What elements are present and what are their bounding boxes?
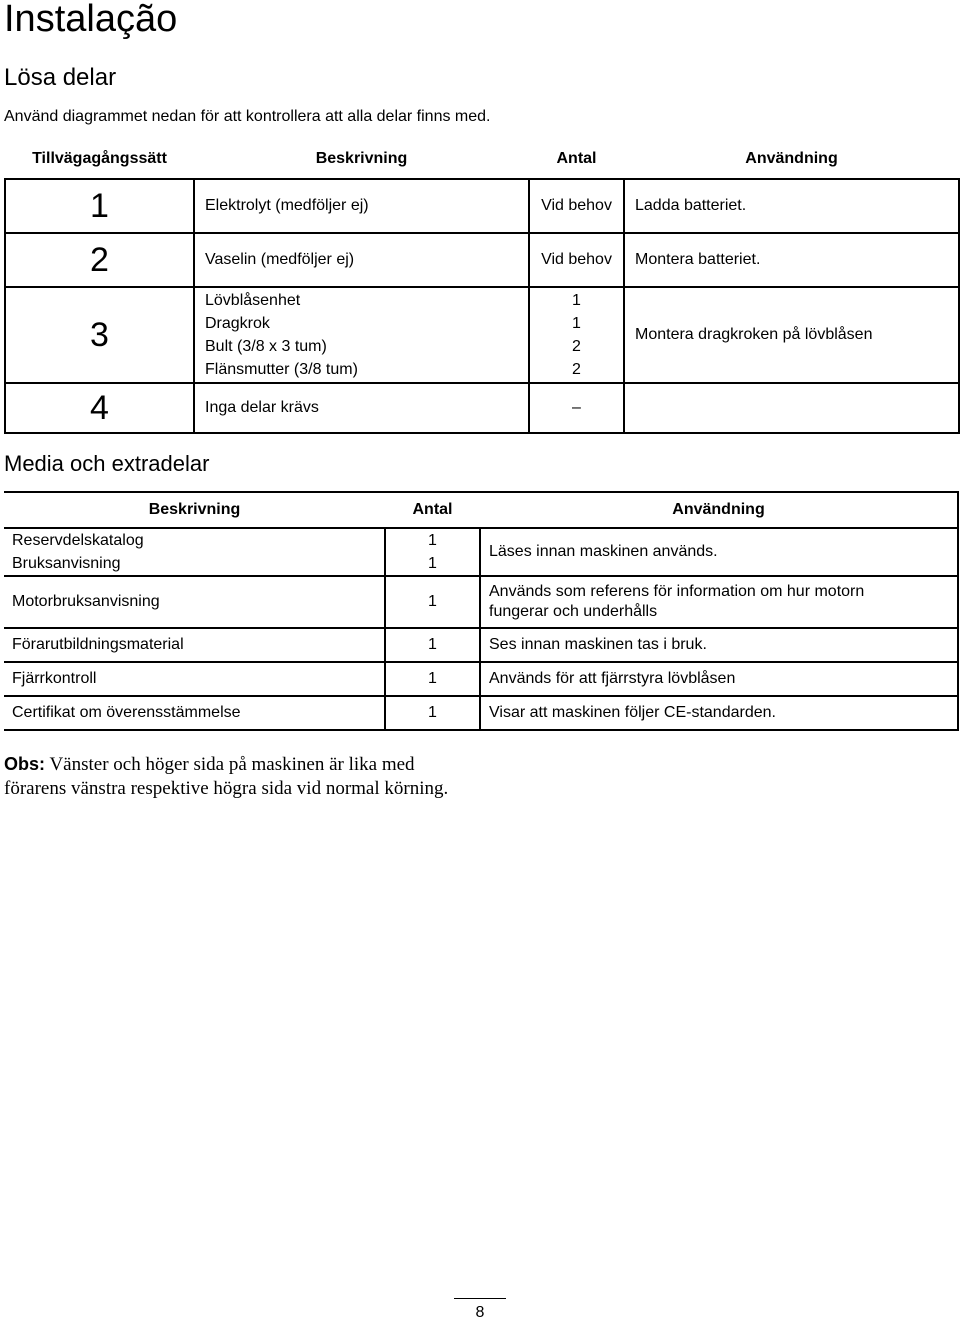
media-table (4, 491, 959, 731)
step-number: 1 (5, 179, 194, 233)
table-row (4, 628, 958, 662)
table-row (4, 662, 958, 696)
usage-cell: Montera dragkroken på lövblåsen (624, 287, 959, 383)
description-cell: Vaselin (medföljer ej) (194, 233, 529, 287)
usage-cell: Ses innan maskinen tas i bruk. (480, 628, 958, 662)
media-heading: Media och extradelar (4, 451, 210, 476)
quantity-cell (385, 528, 480, 576)
quantity-cell: 1 (385, 696, 480, 730)
usage-cell: Används som referens för information om hur motorn fungerar och underhålls (480, 576, 958, 628)
part-name: Bult (3/8 x 3 tum) (205, 338, 327, 355)
table-header-row (4, 492, 958, 528)
part-name: Dragkrok (205, 315, 270, 332)
item-quantity: 1 (428, 532, 437, 549)
page-number-rule (454, 1298, 506, 1299)
table-row (4, 528, 958, 576)
note (4, 752, 464, 801)
usage-cell: Läses innan maskinen används. (480, 528, 958, 576)
part-name: Flänsmutter (3/8 tum) (205, 361, 358, 378)
column-header: Antal (385, 492, 480, 528)
page-title: Instalação (4, 0, 178, 40)
part-name: Lövblåsenhet (205, 292, 301, 309)
description-cell: Motorbruksanvisning (4, 576, 385, 628)
table-row (5, 383, 959, 433)
description-cell (4, 528, 385, 576)
step-number: 4 (5, 383, 194, 433)
column-header: Användning (624, 140, 959, 179)
table-row (5, 233, 959, 287)
description-cell: Certifikat om överensstämmelse (4, 696, 385, 730)
description-cell: Inga delar krävs (194, 383, 529, 433)
item-quantity: 1 (428, 555, 437, 572)
table-header-row (5, 140, 959, 179)
part-quantity: 2 (572, 361, 581, 378)
column-header: Tillvägagångssätt (5, 140, 194, 179)
page-number: 8 (475, 1304, 485, 1321)
description-cell: Fjärrkontroll (4, 662, 385, 696)
column-header: Beskrivning (194, 140, 529, 179)
part-quantity: 1 (572, 315, 581, 332)
part-quantity: 1 (572, 292, 581, 309)
description-cell: Elektrolyt (medföljer ej) (194, 179, 529, 233)
usage-cell: Ladda batteriet. (624, 179, 959, 233)
quantity-cell: 1 (385, 628, 480, 662)
table-row (5, 179, 959, 233)
loose-parts-heading: Lösa delar (4, 64, 117, 91)
step-number: 2 (5, 233, 194, 287)
description-cell (194, 287, 529, 383)
quantity-cell: 1 (385, 662, 480, 696)
quantity-cell: Vid behov (529, 233, 624, 287)
step-number: 3 (5, 287, 194, 383)
column-header: Beskrivning (4, 492, 385, 528)
quantity-cell (529, 287, 624, 383)
note-label: Obs: (4, 754, 46, 774)
usage-cell: Montera batteriet. (624, 233, 959, 287)
table-row (4, 696, 958, 730)
intro-text: Använd diagrammet nedan för att kontrollera att alla delar finns med. (4, 108, 491, 125)
item-name: Reservdelskatalog (12, 532, 144, 549)
description-cell: Förarutbildningsmaterial (4, 628, 385, 662)
column-header: Antal (529, 140, 624, 179)
loose-parts-table (4, 140, 960, 434)
usage-cell (624, 383, 959, 433)
usage-cell: Används för att fjärrstyra lövblåsen (480, 662, 958, 696)
table-row (5, 287, 959, 383)
note-text: Vänster och höger sida på maskinen är lika med förarens vänstra respektive högra sida vid normal körning. (4, 754, 449, 799)
usage-cell: Visar att maskinen följer CE-standarden. (480, 696, 958, 730)
quantity-cell: – (529, 383, 624, 433)
part-quantity: 2 (572, 338, 581, 355)
item-name: Bruksanvisning (12, 555, 121, 572)
quantity-cell: Vid behov (529, 179, 624, 233)
quantity-cell: 1 (385, 576, 480, 628)
table-row (4, 576, 958, 628)
column-header: Användning (480, 492, 958, 528)
